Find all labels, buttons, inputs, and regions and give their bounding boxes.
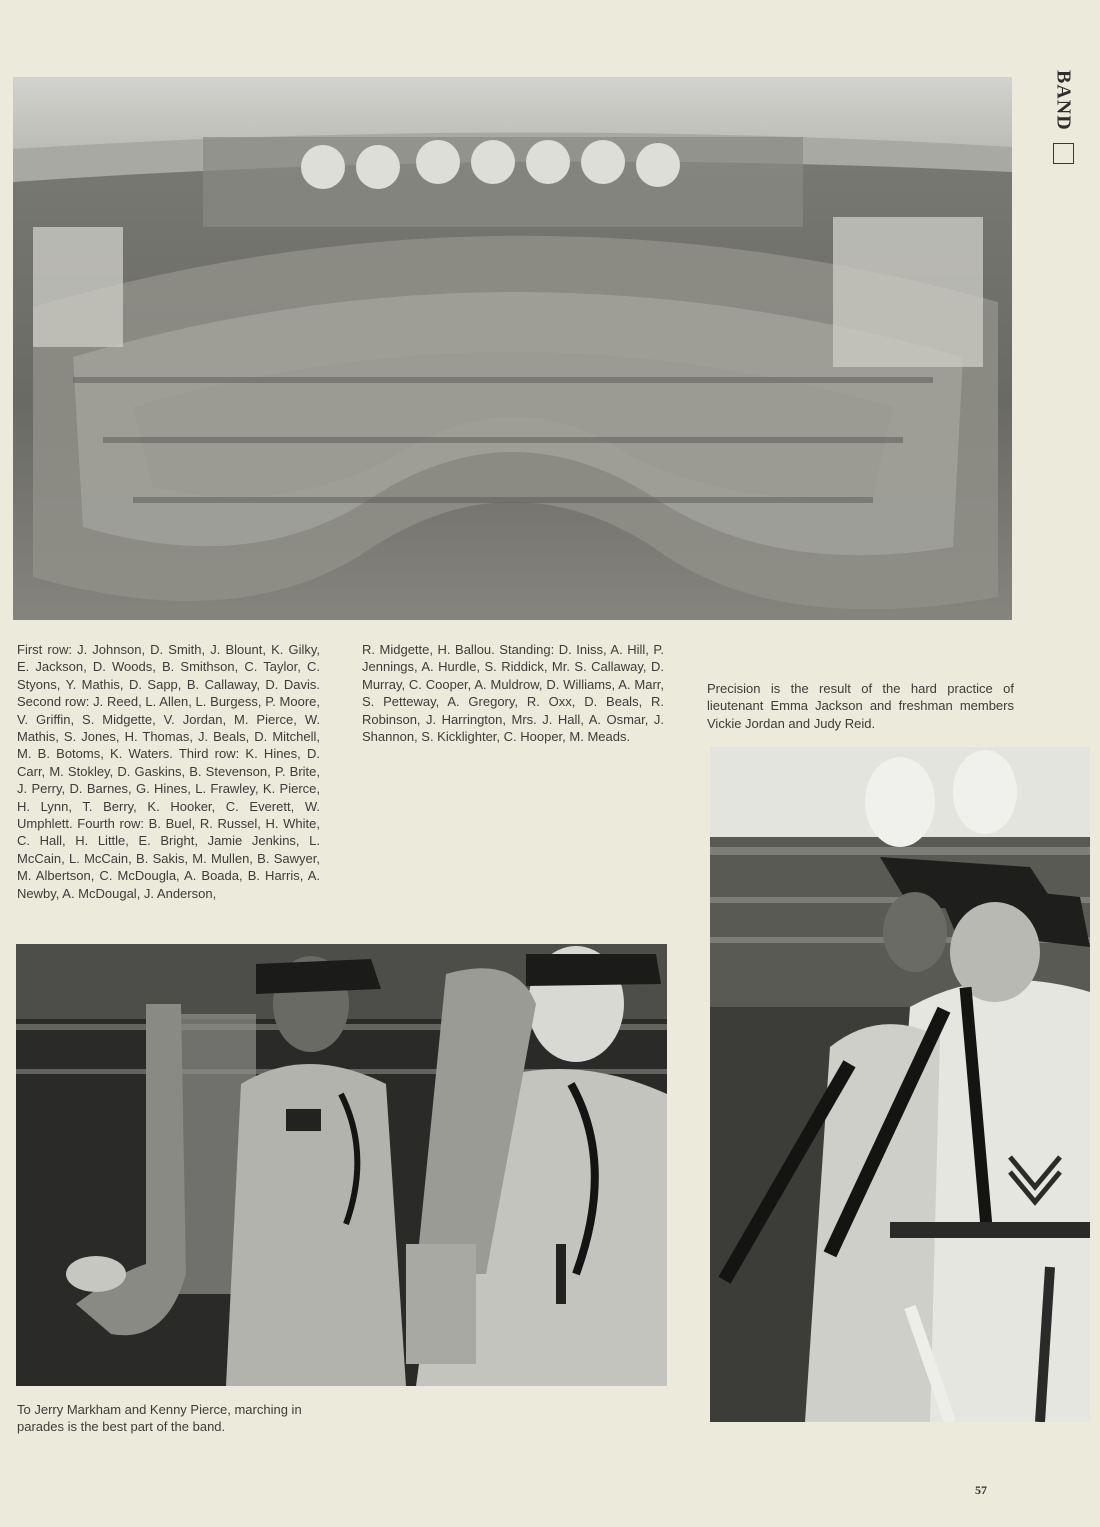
clarinet-players-photo <box>710 747 1090 1422</box>
band-group-photo-art <box>13 77 1012 620</box>
band-group-photo <box>13 77 1012 620</box>
clarinet-players-photo-art <box>710 747 1090 1422</box>
page-number: 57 <box>975 1483 987 1497</box>
names-caption-part-2: R. Midgette, H. Ballou. Standing: D. Iniss, A. Hill, P. Jennings, A. Hurdle, S. Riddick, Mr. S. Callaway, D. Murray, C. Cooper, A. Muldrow, D. Williams, A. Marr, S. Petteway, A. Gregory, R. Oxx, D. Beals, R. Robinson, J. Harrington, Mrs. J. Hall, A. Osmar, J. Shannon, S. Kicklighter, C. Hooper, M. Meads. <box>362 642 664 745</box>
marchers-photo <box>16 944 667 1386</box>
square-outline-icon <box>1053 143 1074 164</box>
names-caption-part-1: First row: J. Johnson, D. Smith, J. Blount, K. Gilky, E. Jackson, D. Woods, B. Smithson, C. Taylor, C. Styons, Y. Mathis, D. Sapp, B. Callaway, D. Davis. Second row: J. Reed, L. Allen, L. Burgess, P. Moore, V. Griffin, S. Midgette, V. Jordan, M. Pierce, W. Mathis, S. Jones, H. Thomas, J. Beals, D. Mitchell, M. B. Botoms, K. Waters. Third row: K. Hines, D. Carr, M. Stokley, D. Gaskins, B. Stevenson, P. Brite, J. Perry, D. Barnes, G. Hines, L. Frawley, K. Pierce, H. Lynn, T. Berry, K. Hooker, C. Everett, W. Umphlett. Fourth row: B. Buel, R. Russel, H. White, C. Hall, H. Little, E. Bright, Jamie Jenkins, L. McCain, L. McCain, B. Sakis, M. Mullen, B. Sawyer, M. Albertson, C. McDougla, A. Boada, B. Harris, A. Newby, A. McDougal, J. Anderson, <box>17 642 320 901</box>
marchers-photo-art <box>16 944 667 1386</box>
parade-caption: To Jerry Markham and Kenny Pierce, marching in parades is the best part of the band. <box>17 1402 302 1435</box>
section-tab <box>1048 70 1078 164</box>
section-label: BAND <box>1052 70 1075 131</box>
precision-caption: Precision is the result of the hard practice of lieutenant Emma Jackson and freshman members Vickie Jordan and Judy Reid. <box>707 681 1014 731</box>
